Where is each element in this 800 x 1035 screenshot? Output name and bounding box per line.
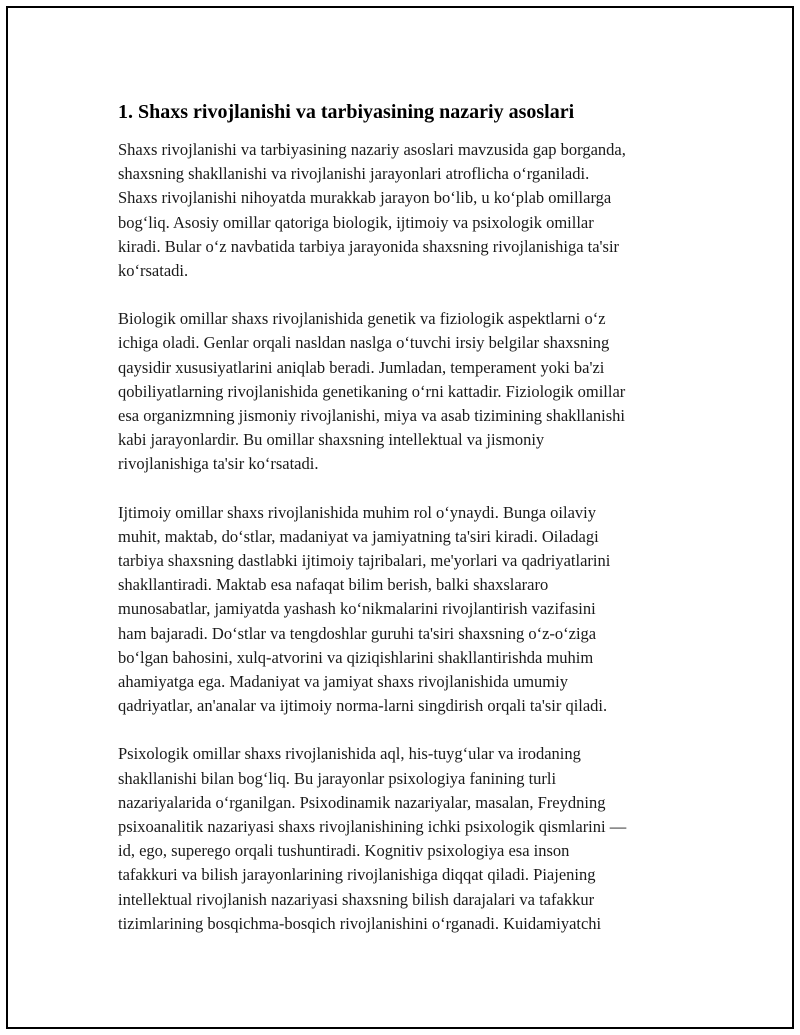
paragraph-line: qadriyatlar, an'analar va ijtimoiy norma-larni singdirish orqali ta'sir qiladi. bbox=[118, 696, 608, 716]
paragraph-line: Psixologik omillar shaxs rivojlanishida aql, his-tuygʻular va irodaning bbox=[118, 744, 581, 764]
paragraph-line: Ijtimoiy omillar shaxs rivojlanishida muhim rol oʻynaydi. Bunga oilaviy bbox=[118, 502, 596, 522]
paragraph-line: ham bajaradi. Doʻstlar va tengdoshlar guruhi ta'siri shaxsning oʻz-oʻziga bbox=[118, 623, 597, 643]
paragraph-line: nazariyalarida oʻrganilgan. Psixodinamik nazariyalar, masalan, Freydning bbox=[118, 792, 606, 812]
paragraph-line: psixoanalitik nazariyasi shaxs rivojlanishining ichki psixologik qismlarini — bbox=[118, 817, 627, 837]
paragraph-line: shakllanishi bilan bogʻliq. Bu jarayonlar psixologiya fanining turli bbox=[118, 768, 557, 788]
paragraph-line: kiradi. Bular oʻz navbatida tarbiya jarayonida shaxsning rivojlanishiga ta'sir bbox=[118, 236, 620, 256]
paragraph-line: esa organizmning jismoniy rivojlanishi, miya va asab tizimining shakllanishi bbox=[118, 406, 625, 426]
paragraph-line: qobiliyatlarning rivojlanishida genetikaning oʻrni kattadir. Fiziologik omillar bbox=[118, 381, 626, 401]
paragraph-line: tafakkuri va bilish jarayonlarining rivojlanishiga diqqat qiladi. Piajening bbox=[118, 865, 596, 885]
document-body bbox=[118, 98, 698, 960]
paragraph-line: intellektual rivojlanish nazariyasi shaxsning bilish darajalari va tafakkur bbox=[118, 889, 595, 909]
paragraph-line: rivojlanishiga ta'sir koʻrsatadi. bbox=[118, 454, 319, 474]
paragraph bbox=[118, 138, 698, 283]
paragraph-line: ichiga oladi. Genlar orqali nasldan naslga oʻtuvchi irsiy belgilar shaxsning bbox=[118, 333, 610, 353]
paragraph-line: muhit, maktab, doʻstlar, madaniyat va jamiyatning ta'siri kiradi. Oiladagi bbox=[118, 526, 599, 546]
paragraph-line: munosabatlar, jamiyatda yashash koʻnikmalarini rivojlantirish vazifasini bbox=[118, 599, 596, 619]
page-frame bbox=[6, 6, 794, 1029]
paragraph-line: id, ego, superego orqali tushuntiradi. Kognitiv psixologiya esa inson bbox=[118, 841, 570, 861]
paragraph bbox=[118, 501, 698, 719]
paragraph-line: tizimlarining bosqichma-bosqich rivojlanishini oʻrganadi. Kuidamiyatchi bbox=[118, 913, 602, 933]
paragraph-line: Biologik omillar shaxs rivojlanishida genetik va fiziologik aspektlarni oʻz bbox=[118, 309, 606, 329]
paragraph bbox=[118, 742, 698, 936]
paragraph-line: kabi jarayonlardir. Bu omillar shaxsning intellektual va jismoniy bbox=[118, 430, 545, 450]
paragraph-line: shaxsning shakllanishi va rivojlanishi jarayonlari atroflicha oʻrganiladi. bbox=[118, 164, 590, 184]
paragraph-line: bogʻliq. Asosiy omillar qatoriga biologik, ijtimoiy va psixologik omillar bbox=[118, 212, 594, 232]
paragraph-line: shakllantiradi. Maktab esa nafaqat bilim berish, balki shaxslararo bbox=[118, 575, 549, 595]
paragraph-line: boʻlgan bahosini, xulq-atvorini va qiziqishlarini shakllantirishda muhim bbox=[118, 647, 594, 667]
paragraph-line: Shaxs rivojlanishi nihoyatda murakkab jarayon boʻlib, u koʻplab omillarga bbox=[118, 188, 612, 208]
section-heading: 1. Shaxs rivojlanishi va tarbiyasining nazariy asoslari bbox=[118, 101, 575, 123]
paragraph-line: qaysidir xususiyatlarini aniqlab beradi. Jumladan, temperament yoki ba'zi bbox=[118, 357, 605, 377]
paragraph-line: tarbiya shaxsning dastlabki ijtimoiy tajribalari, me'yorlari va qadriyatlarini bbox=[118, 551, 611, 571]
paragraph-line: Shaxs rivojlanishi va tarbiyasining nazariy asoslari mavzusida gap borganda, bbox=[118, 140, 626, 159]
paragraphs bbox=[118, 138, 698, 936]
paragraph-line: ahamiyatga ega. Madaniyat va jamiyat shaxs rivojlanishida umumiy bbox=[118, 672, 568, 692]
paragraph bbox=[118, 307, 698, 476]
paragraph-line: koʻrsatadi. bbox=[118, 261, 189, 281]
